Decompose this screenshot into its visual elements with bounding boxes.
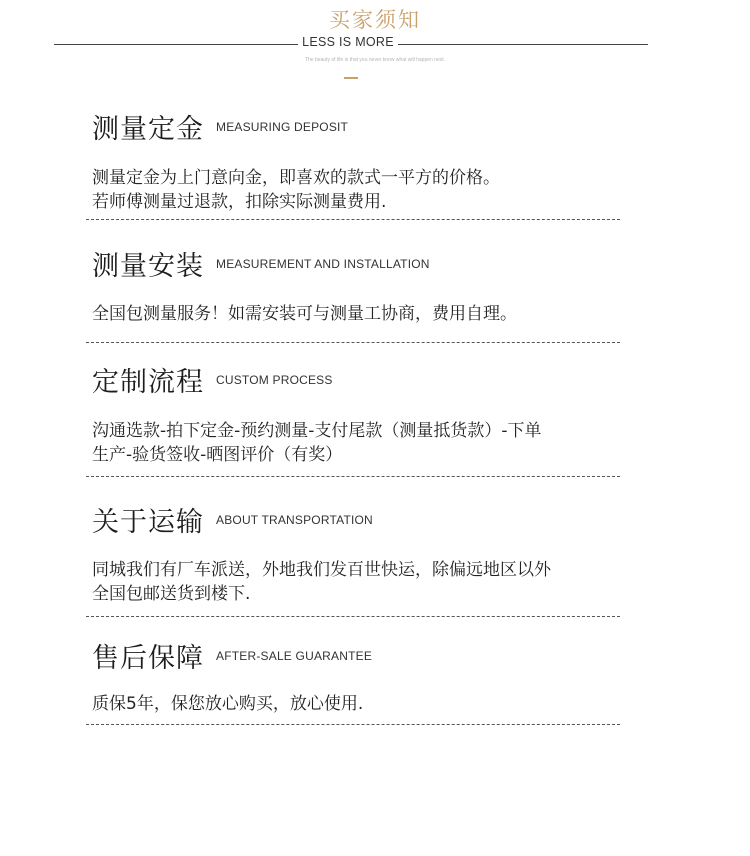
header-tagline: The beauty of life is that you never know what will happen next. xyxy=(304,57,446,63)
section-measuring-deposit xyxy=(92,107,622,212)
section-measurement-installation xyxy=(92,244,622,324)
body-line: 质保5年，保您放心购买，放心使用. xyxy=(92,694,364,714)
section-subtitle-en: CUSTOM PROCESS xyxy=(216,373,333,387)
section-divider xyxy=(86,219,620,220)
section-subtitle-en: MEASURING DEPOSIT xyxy=(216,120,349,134)
body-line: 全国包邮送货到楼下. xyxy=(92,584,251,604)
section-title: 定制流程 xyxy=(92,367,204,398)
header-rule-left xyxy=(54,44,298,45)
section-body xyxy=(92,166,500,214)
section-title: 测量定金 xyxy=(92,114,204,145)
body-line: 若师傅测量过退款，扣除实际测量费用. xyxy=(92,192,387,212)
section-subtitle-en: ABOUT TRANSPORTATION xyxy=(216,513,373,527)
body-line: 测量定金为上门意向金，即喜欢的款式一平方的价格。 xyxy=(92,168,500,188)
body-line: 生产-验货签收-晒图评价（有奖） xyxy=(92,445,343,465)
section-custom-process xyxy=(92,360,622,465)
section-body xyxy=(92,302,517,326)
section-divider xyxy=(86,342,620,343)
section-subtitle-en: AFTER-SALE GUARANTEE xyxy=(216,649,373,663)
section-title: 售后保障 xyxy=(92,643,204,674)
section-subtitle-en: MEASUREMENT AND INSTALLATION xyxy=(216,257,430,271)
section-body xyxy=(92,558,551,606)
header-accent-bar xyxy=(344,77,358,79)
section-title: 测量安装 xyxy=(92,251,204,282)
section-after-sale-guarantee xyxy=(92,636,622,714)
header-rule-right xyxy=(398,44,648,45)
body-line: 沟通选款-拍下定金-预约测量-支付尾款（测量抵货款）-下单 xyxy=(92,421,542,441)
section-title: 关于运输 xyxy=(92,507,204,538)
header-title: 买家须知 xyxy=(329,8,421,32)
section-divider xyxy=(86,616,620,617)
body-line: 全国包测量服务！如需安装可与测量工协商，费用自理。 xyxy=(92,304,517,324)
section-divider xyxy=(86,724,620,725)
section-divider xyxy=(86,476,620,477)
section-about-transportation xyxy=(92,500,622,604)
section-body xyxy=(92,419,542,467)
body-line: 同城我们有厂车派送，外地我们发百世快运，除偏远地区以外 xyxy=(92,560,551,580)
header-subtitle: LESS IS MORE xyxy=(302,35,394,49)
section-body xyxy=(92,692,363,716)
